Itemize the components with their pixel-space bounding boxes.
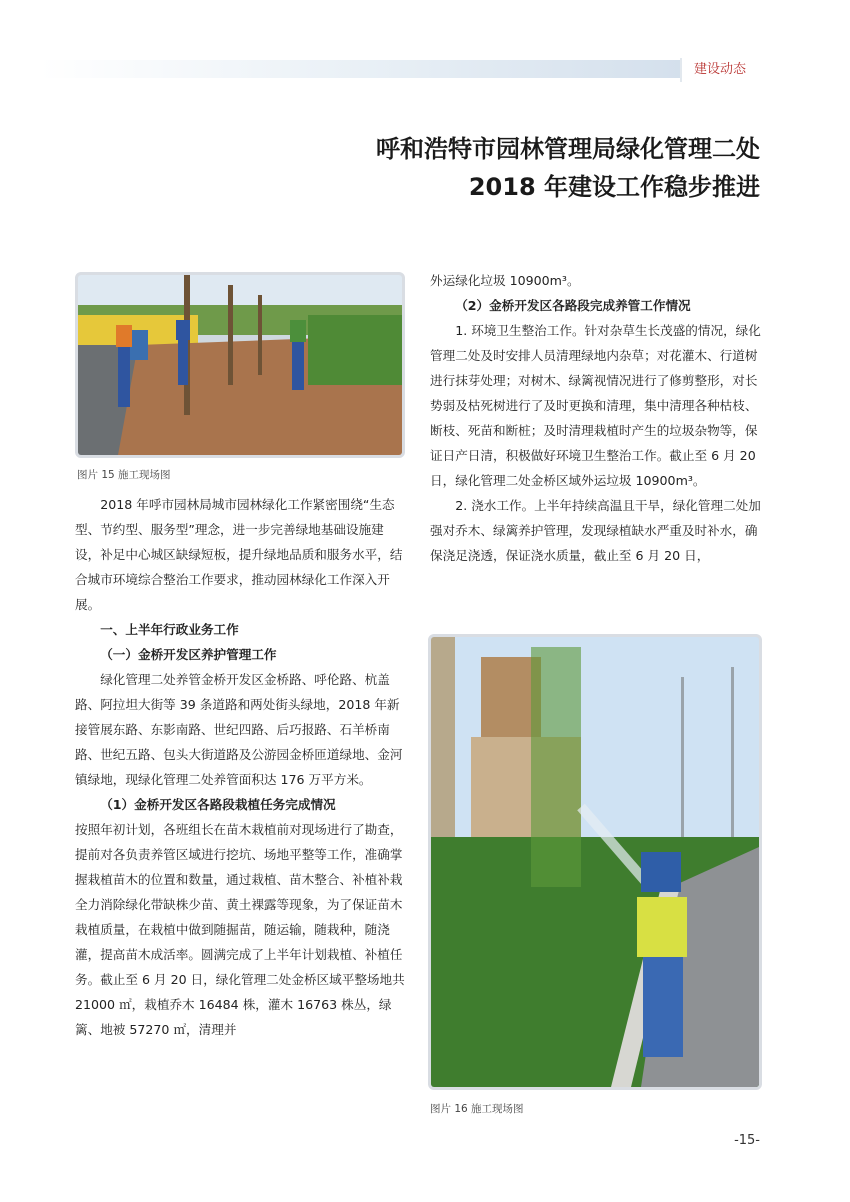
paragraph-continued: 外运绿化垃圾 10900m³。: [430, 273, 580, 288]
paragraph-5: 2. 浇水工作。上半年持续高温且干旱，绿化管理二处加强对乔木、绿篱养护管理，发现绿植缺水严重及时补水，确保浇足浇透，保证浇水质量，截止至 6 月 20 日，: [430, 498, 761, 563]
paragraph-2: 绿化管理二处养管金桥开发区金桥路、呼伦路、杭盖路、阿拉坦大街等 39 条道路和两处街头绿地，2018 年新接管展东路、东影南路、世纪四路、后巧报路、石羊桥南路、世纪五路、包头大街道路及公游园金桥匝道绿地、金河镇绿地，现绿化管理二处养管面积达 176 万平方米。: [75, 672, 403, 787]
figure-15-caption: 图片 15 施工现场图: [77, 469, 171, 481]
heading-4: （2）金桥开发区各路段完成养管工作情况: [455, 298, 691, 313]
title-line-1: 呼和浩特市园林管理局绿化管理二处: [376, 135, 760, 163]
heading-3: （1）金桥开发区各路段栽植任务完成情况: [100, 797, 336, 812]
heading-1: 一、上半年行政业务工作: [100, 622, 239, 637]
title-line-2: 2018 年建设工作稳步推进: [468, 173, 760, 201]
intro-paragraph: 2018 年呼市园林局城市园林绿化工作紧密围绕“生态型、节约型、服务型”理念，进一步完善绿地基础设施建设，补足中心城区缺绿短板，提升绿地品质和服务水平，结合城市环境综合整治工作要求，推动园林绿化工作深入开展。: [75, 497, 403, 612]
left-column: [75, 492, 406, 1042]
page-number: -15-: [734, 1133, 760, 1148]
figure-16-caption: 图片 16 施工现场图: [430, 1103, 524, 1115]
section-tag: 建设动态: [680, 58, 800, 82]
article-title: [376, 130, 760, 206]
right-column: [430, 268, 763, 568]
figure-15-photo: [75, 272, 405, 458]
header-band: [40, 60, 760, 78]
watering-scene-illustration: [431, 637, 759, 1087]
paragraph-4: 1. 环境卫生整治工作。针对杂草生长茂盛的情况，绿化管理二处及时安排人员清理绿地内杂草；对花灌木、行道树进行抹芽处理；对树木、绿篱视情况进行了修剪整形，对长势弱及枯死树进行了及时更换和清理，集中清理各种枯枝、断枝、死苗和断桩；及时清理栽植时产生的垃圾杂物等，保证日产日清，积极做好环境卫生整治工作。截止至 6 月 20 日，绿化管理二处金桥区域外运垃圾 10900m³。: [430, 323, 761, 488]
construction-site-illustration: [78, 275, 402, 455]
paragraph-3: 按照年初计划，各班组长在苗木栽植前对现场进行了勘查，提前对各负责养管区域进行挖坑、场地平整等工作，准确掌握栽植苗木的位置和数量，通过栽植、苗木整合、补植补栽全力消除绿化带缺株少苗、黄土裸露等现象，为了保证苗木栽植质量，在栽植中做到随掘苗，随运输，随栽种，随浇灌，提高苗木成活率。圆满完成了上半年计划栽植、补植任务。截止至 6 月 20 日，绿化管理二处金桥区域平整场地共 21000 ㎡，栽植乔木 16484 株，灌木 16763 株丛，绿篱、地被 57270 ㎡，清理并: [75, 822, 405, 1037]
figure-16-photo: [428, 634, 762, 1090]
heading-2: （一）金桥开发区养护管理工作: [100, 647, 277, 662]
